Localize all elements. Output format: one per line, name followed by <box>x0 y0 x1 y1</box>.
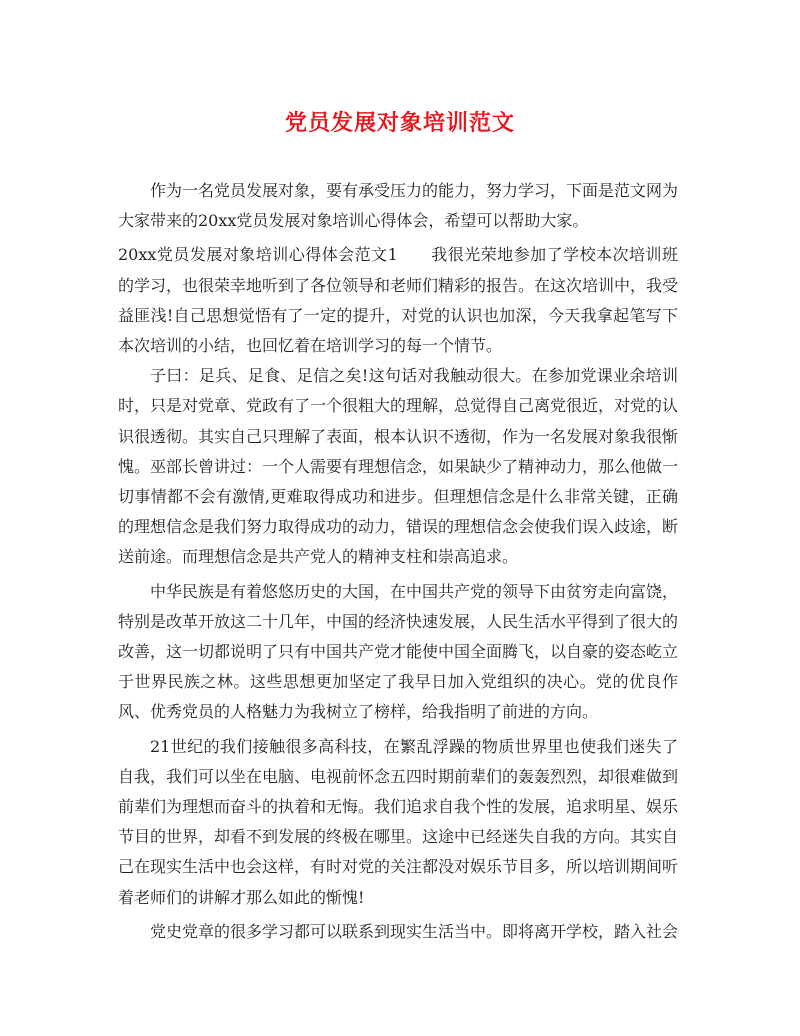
paragraph-ideals: 子曰：足兵、足食、足信之矣!这句话对我触动很大。在参加党课业余培训时，只是对党章、党政有了一个很粗大的理解，总觉得自己离党很近，对党的认识很透彻。其实自己只理解了表面，根本认识不透彻，作为一名发展对象我很惭愧。巫部长曾讲过：一个人需要有理想信念，如果缺少了精神动力，那么他做一切事情都不会有激情,更难取得成功和进步。但理想信念是什么非常关键，正确的理想信念是我们努力取得成功的动力，错误的理想信念会使我们误入歧途，断送前途。而理想信念是共产党人的精神支柱和崇高追求。 <box>118 366 679 567</box>
paragraph-party-history: 党史党章的很多学习都可以联系到现实生活当中。即将离开学校，踏入社会 <box>150 921 679 941</box>
document-title: 党员发展对象培训范文 <box>284 110 515 136</box>
paragraph-sample-1: 20xx党员发展对象培训心得体会范文1 我很光荣地参加了学校本次培训班的学习，也很荣幸地听到了各位领导和老师们精彩的报告。在这次培训中，我受益匪浅!自己思想觉悟有了一定的提升，对党的认识也加深，今天我拿起笔写下本次培训的小结，也回忆着在培训学习的每一个情节。 <box>118 245 679 356</box>
paragraph-intro: 作为一名党员发展对象，要有承受压力的能力，努力学习，下面是范文网为大家带来的20xx党员发展对象培训心得体会，希望可以帮助大家。 <box>118 181 679 231</box>
paragraph-21st-century: 21世纪的我们接触很多高科技，在繁乱浮躁的物质世界里也使我们迷失了自我，我们可以坐在电脑、电视前怀念五四时期前辈们的轰轰烈烈，却很难做到前辈们为理想而奋斗的执着和无悔。我们追求自我个性的发展，追求明星、娱乐节目的世界，却看不到发展的终极在哪里。这途中已经迷失自我的方向。其实自己在现实生活中也会这样，有时对党的关注都没对娱乐节目多，所以培训期间听着老师们的讲解才那么如此的惭愧! <box>118 736 679 907</box>
paragraph-nation: 中华民族是有着悠悠历史的大国，在中国共产党的领导下由贫穷走向富饶，特别是改革开放这二十几年，中国的经济快速发展，人民生活水平得到了很大的改善，这一切都说明了只有中国共产党才能使中国全面腾飞，以自豪的姿态屹立于世界民族之林。这些思想更加坚定了我早日加入党组织的决心。党的优良作风、优秀党员的人格魅力为我树立了榜样，给我指明了前进的方向。 <box>118 581 679 722</box>
document-body <box>118 176 678 947</box>
